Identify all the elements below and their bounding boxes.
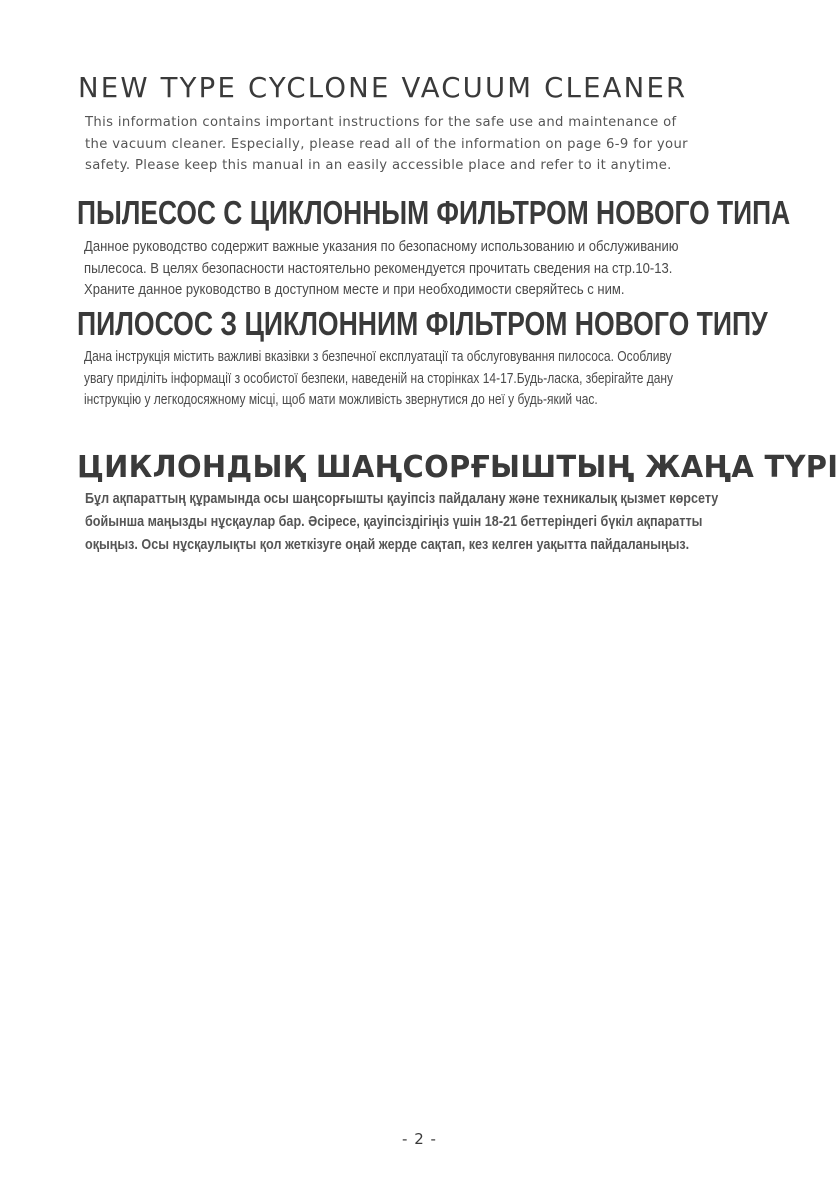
- kazakh-line-3: оқыңыз. Осы нұсқаулықты қол жеткізуге оңай жерде сақтап, кез келген уақытта пайдаланыңыз.: [85, 536, 690, 553]
- english-paragraph: [85, 112, 688, 177]
- english-line-3: safety. Please keep this manual in an easily accessible place and refer to it anytime.: [85, 158, 672, 173]
- kazakh-line-1: Бұл ақпараттың құрамында осы шаңсорғышты қауіпсіз пайдалану және техникалық қызмет көрсету: [85, 490, 719, 507]
- ukrainian-line-2: увагу приділіть інформації з особистої безпеки, наведеній на сторінках 14-17.Будь-ласка, зберігайте дану: [84, 369, 674, 387]
- russian-line-2: пылесоса. В целях безопасности настоятельно рекомендуется прочитать сведения на стр.10-13.: [84, 259, 673, 277]
- russian-title: ПЫЛЕСОС С ЦИКЛОННЫМ ФИЛЬТРОМ НОВОГО ТИПА: [77, 194, 791, 231]
- english-line-1: This information contains important instructions for the safe use and maintenance of: [85, 115, 677, 130]
- ukrainian-title: ПИЛОСОС З ЦИКЛОННИМ ФІЛЬТРОМ НОВОГО ТИПУ: [77, 305, 768, 342]
- page-number: - 2 -: [402, 1130, 437, 1148]
- russian-line-1: Данное руководство содержит важные указания по безопасному использованию и обслуживанию: [84, 238, 679, 255]
- english-title: NEW TYPE CYCLONE VACUUM CLEANER: [78, 72, 688, 104]
- kazakh-line-2: бойынша маңызды нұсқаулар бар. Әсіресе, қауіпсіздігіңіз үшін 18-21 беттеріндегі бүкіл ақпаратты: [85, 513, 703, 530]
- russian-paragraph: [84, 236, 679, 301]
- kazakh-title: ЦИКЛОНДЫҚ ШАҢСОРҒЫШТЫҢ ЖАҢА ТҮРІ: [77, 450, 839, 485]
- english-line-2: the vacuum cleaner. Especially, please read all of the information on page 6-9 for your: [85, 136, 688, 152]
- kazakh-paragraph: [85, 487, 718, 556]
- ukrainian-paragraph: [84, 346, 673, 411]
- ukrainian-line-1: Дана інструкція містить важливі вказівки з безпечної експлуатації та обслуговування пилососа. Особливу: [84, 348, 672, 365]
- russian-line-3: Храните данное руководство в доступном месте и при необходимости сверяйтесь с ним.: [84, 281, 625, 298]
- ukrainian-line-3: інструкцію у легкодосяжному місці, щоб мати можливість звернутися до неї у будь-який час.: [84, 391, 598, 408]
